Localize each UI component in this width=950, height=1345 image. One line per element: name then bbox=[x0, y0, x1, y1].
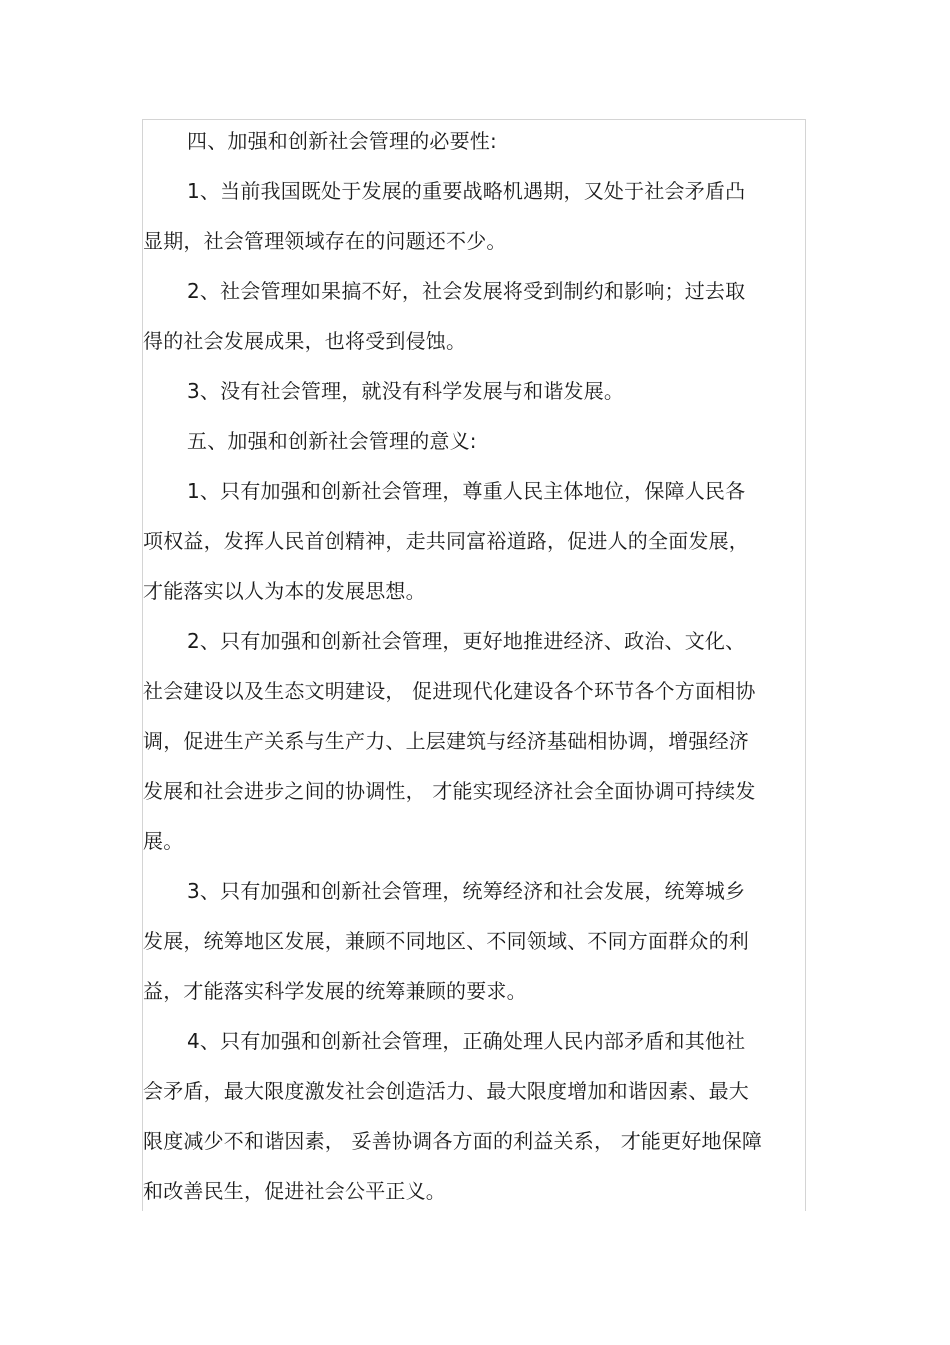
text-line: 四、加强和创新社会管理的必要性: bbox=[187, 129, 497, 153]
text-line: 3、没有社会管理，就没有科学发展与和谐发展。 bbox=[187, 379, 625, 403]
text-line: 才能落实以人为本的发展思想。 bbox=[143, 579, 426, 603]
text-line: 2、社会管理如果搞不好，社会发展将受到制约和影响；过去取 bbox=[187, 279, 746, 303]
document-body bbox=[143, 116, 803, 1216]
text-line: 得的社会发展成果，也将受到侵蚀。 bbox=[143, 329, 467, 353]
text-line: 1、只有加强和创新社会管理，尊重人民主体地位，保障人民各 bbox=[187, 479, 746, 503]
text-line: 显期，社会管理领域存在的问题还不少。 bbox=[143, 229, 507, 253]
text-line: 2、只有加强和创新社会管理，更好地推进经济、政治、文化、 bbox=[187, 629, 746, 653]
text-line: 项权益，发挥人民首创精神，走共同富裕道路，促进人的全面发展， bbox=[143, 529, 749, 553]
text-line: 4、只有加强和创新社会管理，正确处理人民内部矛盾和其他社 bbox=[187, 1029, 746, 1053]
text-line: 五、加强和创新社会管理的意义: bbox=[187, 429, 477, 453]
text-line: 展。 bbox=[143, 829, 184, 853]
text-line: 发展和社会进步之间的协调性， 才能实现经济社会全面协调可持续发 bbox=[143, 779, 756, 803]
text-line: 益，才能落实科学发展的统筹兼顾的要求。 bbox=[143, 979, 527, 1003]
text-line: 和改善民生，促进社会公平正义。 bbox=[143, 1179, 446, 1203]
text-line: 1、当前我国既处于发展的重要战略机遇期，又处于社会矛盾凸 bbox=[187, 179, 746, 203]
text-line: 限度减少不和谐因素， 妥善协调各方面的利益关系， 才能更好地保障 bbox=[143, 1129, 763, 1153]
text-line: 发展，统筹地区发展，兼顾不同地区、不同领域、不同方面群众的利 bbox=[143, 929, 749, 953]
text-line: 3、只有加强和创新社会管理，统筹经济和社会发展，统筹城乡 bbox=[187, 879, 746, 903]
text-line: 会矛盾，最大限度激发社会创造活力、最大限度增加和谐因素、最大 bbox=[143, 1079, 749, 1103]
text-line: 社会建设以及生态文明建设， 促进现代化建设各个环节各个方面相协 bbox=[143, 679, 756, 703]
text-line: 调，促进生产关系与生产力、上层建筑与经济基础相协调，增强经济 bbox=[143, 729, 749, 753]
